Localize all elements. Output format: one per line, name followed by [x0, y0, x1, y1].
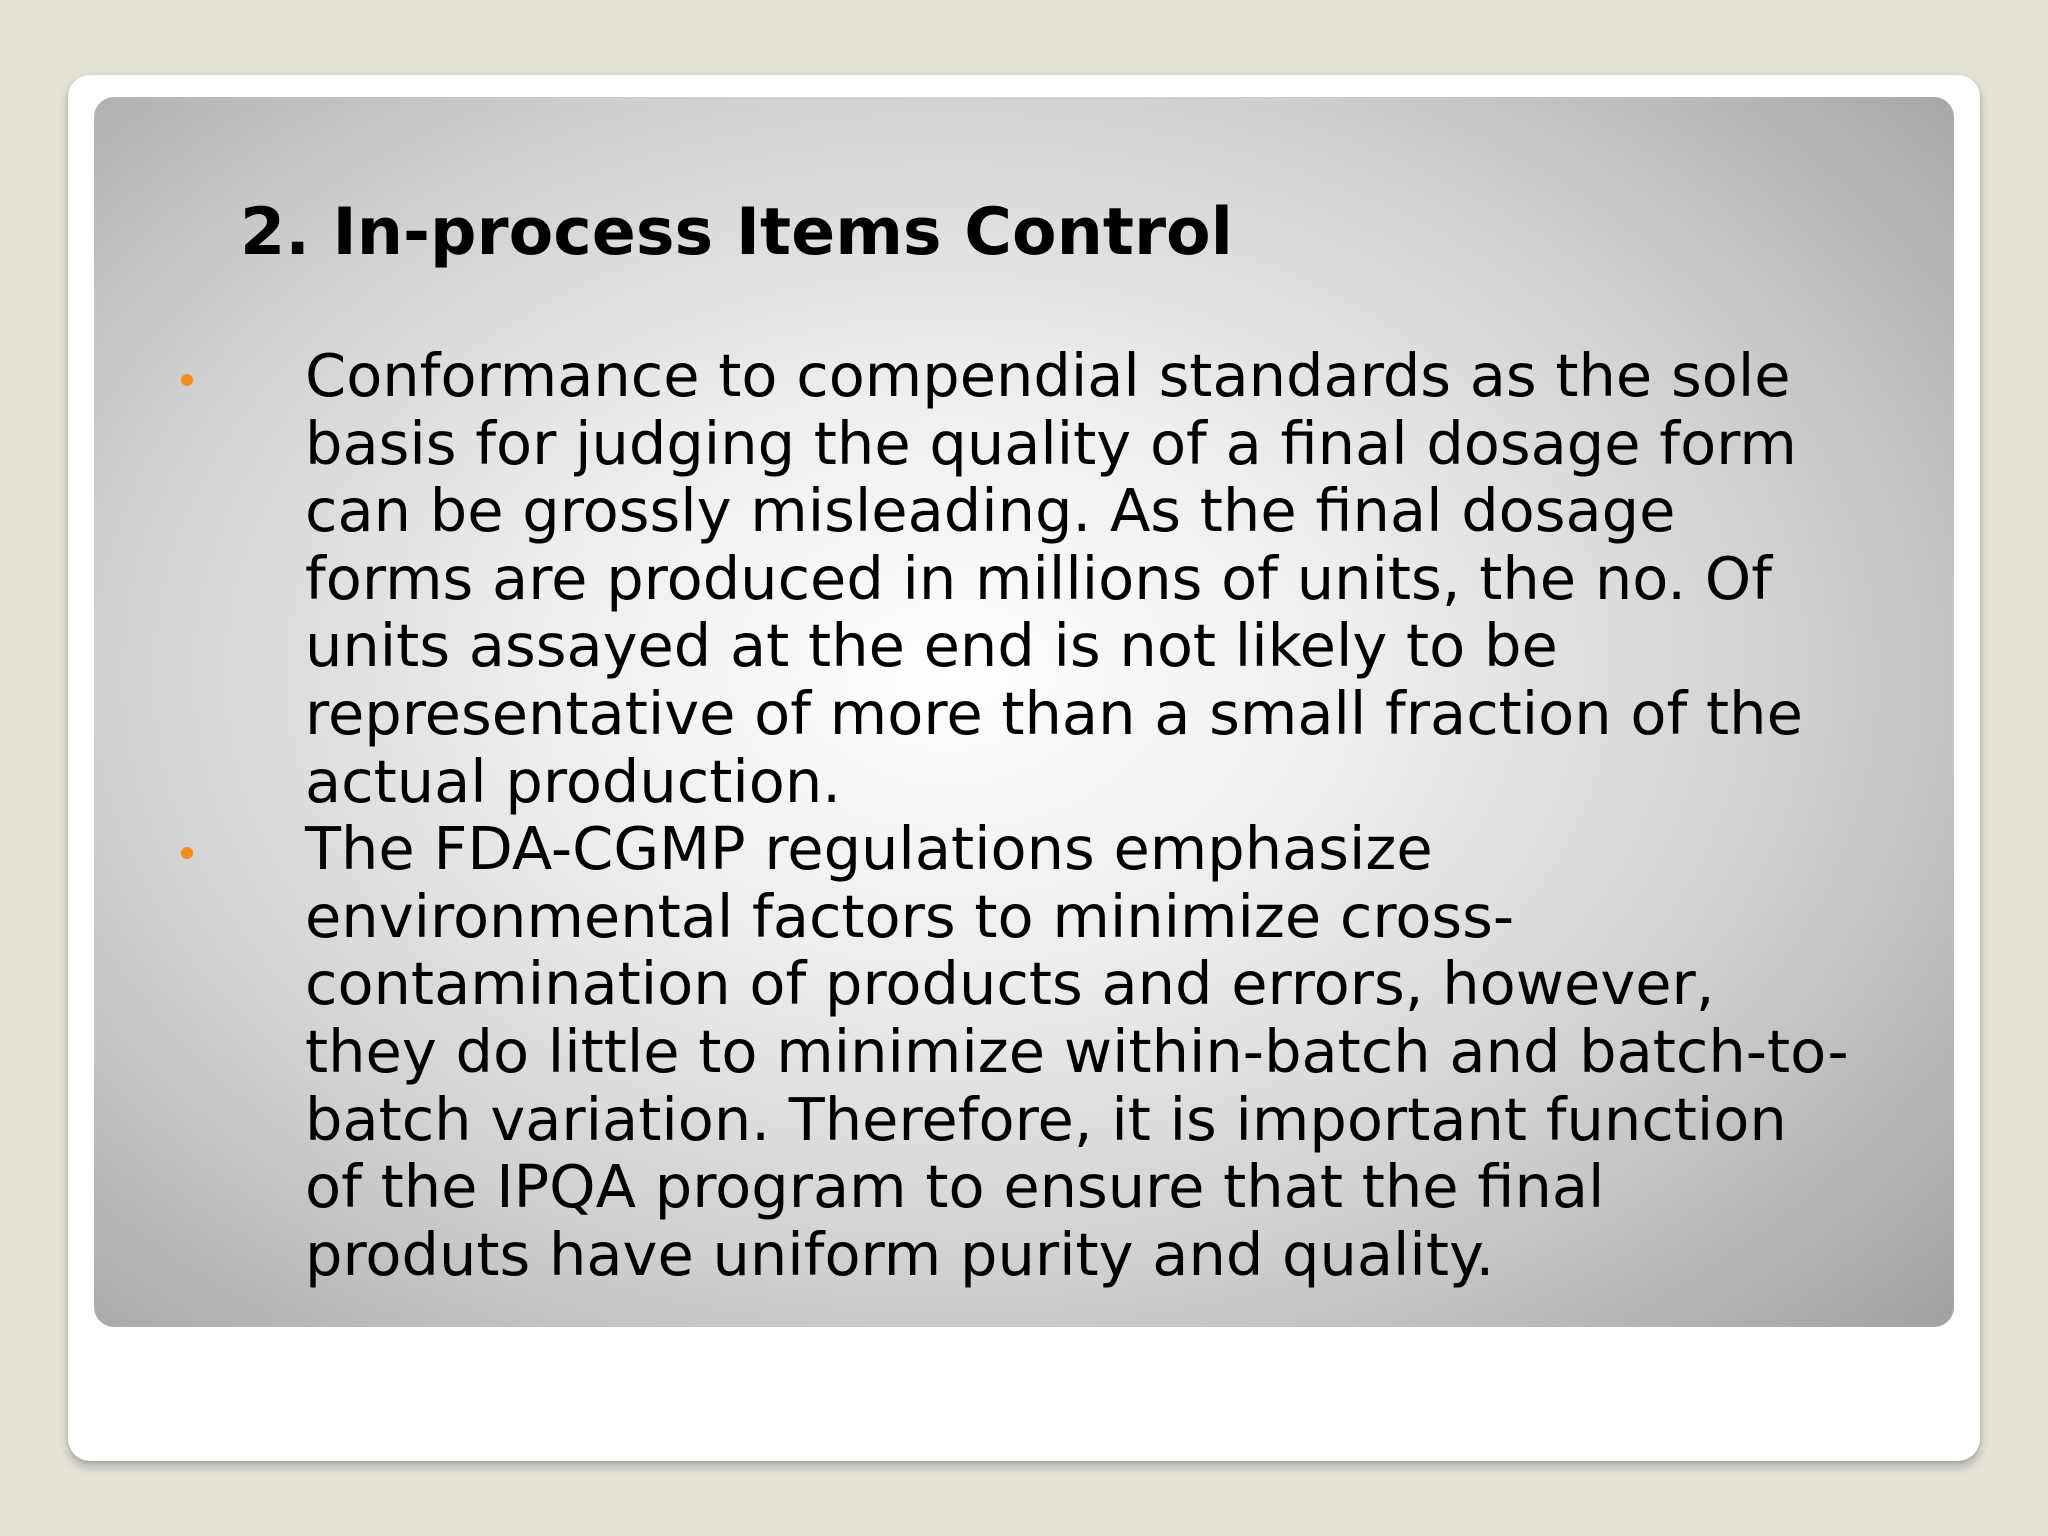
- bullet-text: [305, 342, 1945, 815]
- bullet-line: basis for judging the quality of a final dosage form: [305, 408, 1797, 478]
- bullet-line: actual production.: [305, 746, 841, 816]
- bullet-list: [94, 342, 1954, 1288]
- bullet-dot-icon: [181, 847, 193, 859]
- bullet-item: [94, 815, 1954, 1288]
- bullet-line: forms are produced in millions of units, the no. Of: [305, 543, 1773, 613]
- bullet-line: units assayed at the end is not likely to be: [305, 611, 1558, 681]
- bullet-line: environmental factors to minimize cross-: [305, 881, 1515, 951]
- bullet-line: produts have uniform purity and quality.: [305, 1219, 1495, 1289]
- bullet-line: contamination of products and errors, however,: [305, 949, 1715, 1019]
- slide-title: 2. In-process Items Control: [240, 195, 1233, 270]
- bullet-line: they do little to minimize within-batch and batch-to-: [305, 1016, 1849, 1086]
- bullet-item: [94, 342, 1954, 815]
- bullet-line: Conformance to compendial standards as the sole: [305, 341, 1791, 410]
- bullet-text: [305, 815, 1945, 1288]
- slide-card: [68, 75, 1980, 1461]
- bullet-line: batch variation. Therefore, it is important function: [305, 1084, 1787, 1154]
- bullet-dot-icon: [181, 374, 193, 386]
- content-panel: [94, 97, 1954, 1327]
- bullet-line: representative of more than a small fraction of the: [305, 678, 1803, 748]
- bullet-line: The FDA-CGMP regulations emphasize: [305, 814, 1433, 884]
- bullet-line: of the IPQA program to ensure that the final: [305, 1152, 1605, 1222]
- bullet-line: can be grossly misleading. As the final dosage: [305, 476, 1676, 546]
